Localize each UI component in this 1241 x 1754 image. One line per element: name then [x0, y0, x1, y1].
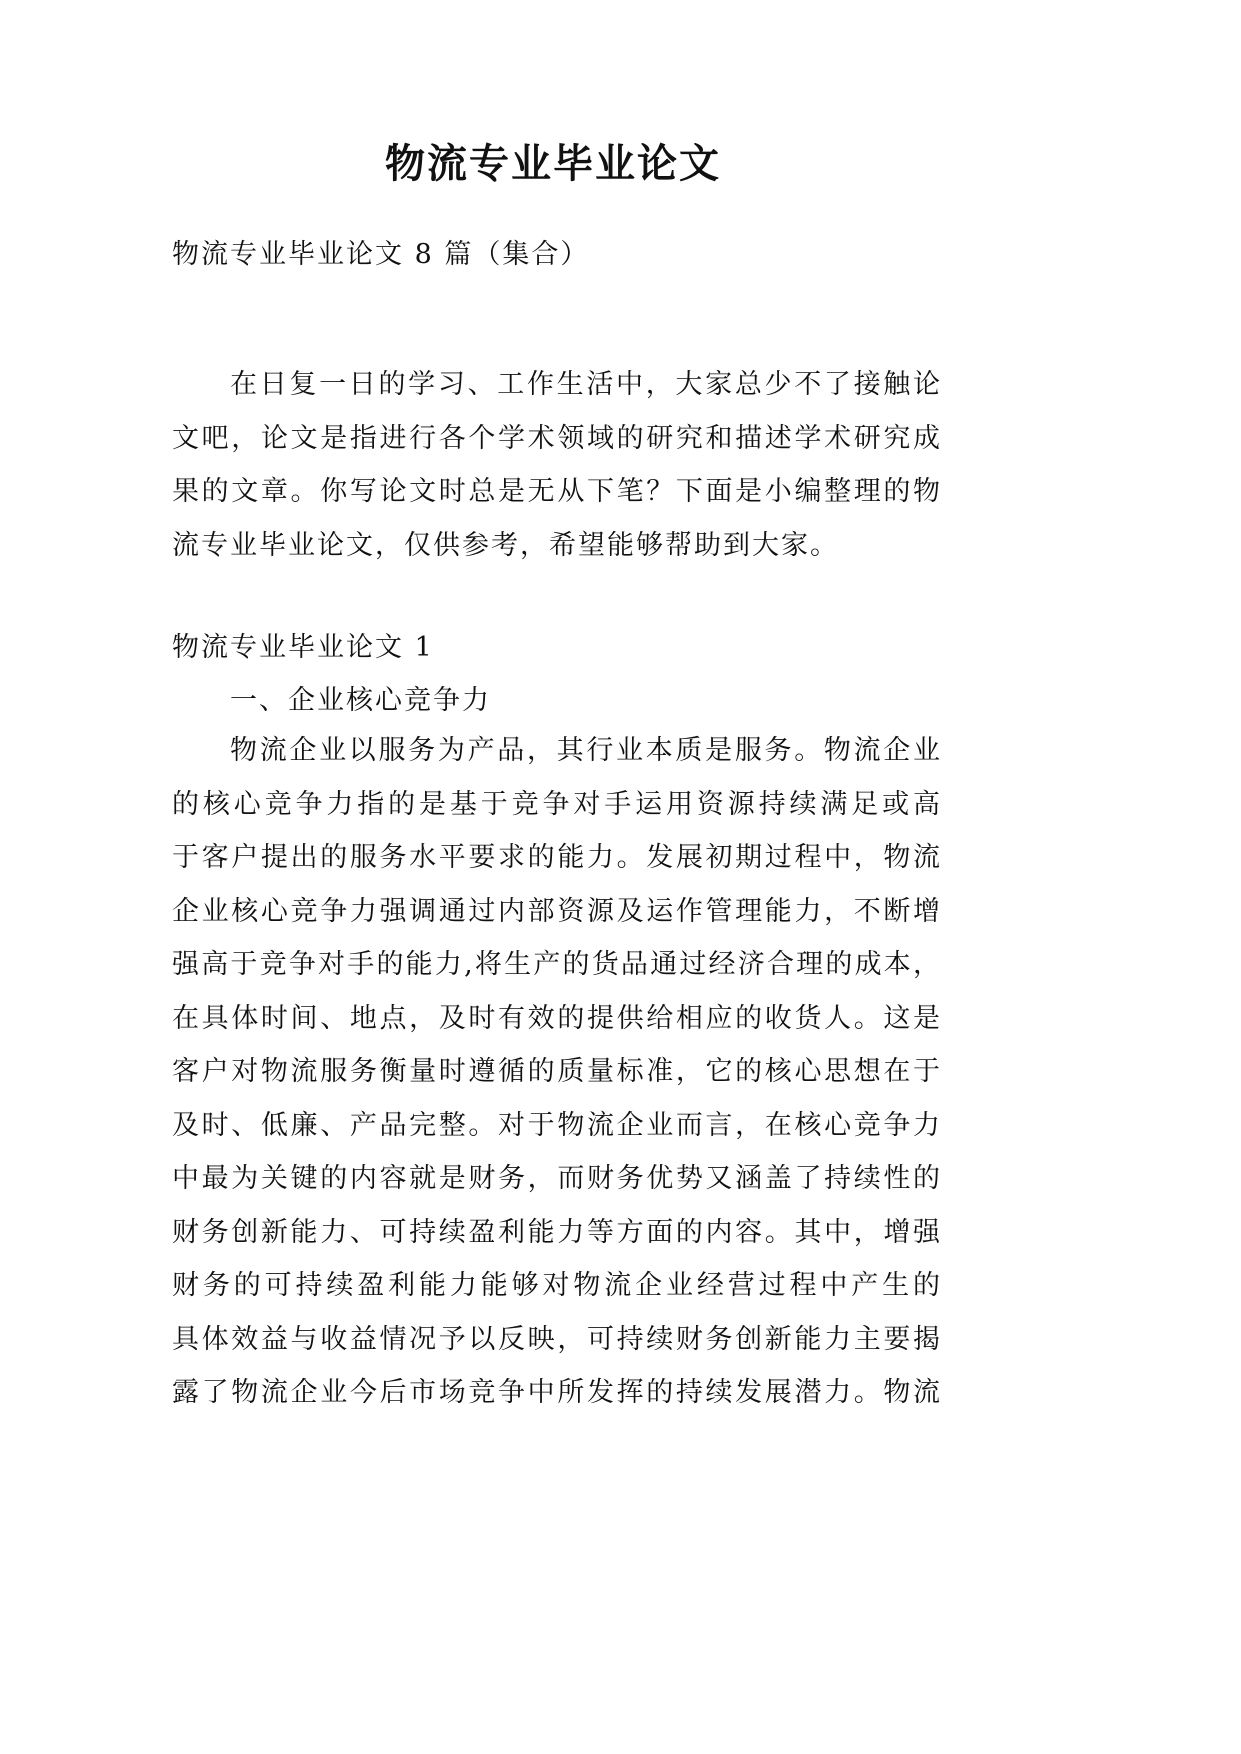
body-paragraph	[172, 724, 940, 1420]
text-line: 露了物流企业今后市场竞争中所发挥的持续发展潜力。物流	[172, 1377, 940, 1408]
text-line: 在日复一日的学习、工作生活中，大家总少不了接触论	[230, 369, 940, 400]
document-title: 物流专业毕业论文	[385, 140, 721, 187]
text-line: 在具体时间、地点，及时有效的提供给相应的收货人。这是	[172, 1002, 940, 1034]
text-line: 财务的可持续盈利能力能够对物流企业经营过程中产生的	[172, 1270, 940, 1301]
section-heading: 物流专业毕业论文 1	[172, 632, 434, 663]
text-line: 强高于竞争对手的能力,将生产的货品通过经济合理的成本，	[172, 949, 940, 980]
text-line: 物流企业以服务为产品，其行业本质是服务。物流企业	[230, 735, 940, 766]
text-line: 于客户提出的服务水平要求的能力。发展初期过程中，物流	[172, 842, 940, 873]
text-line: 客户对物流服务衡量时遵循的质量标准，它的核心思想在于	[172, 1056, 940, 1087]
text-line: 具体效益与收益情况予以反映，可持续财务创新能力主要揭	[172, 1323, 940, 1355]
text-line: 及时、低廉、产品完整。对于物流企业而言，在核心竞争力	[172, 1109, 940, 1141]
text-line: 企业核心竞争力强调通过内部资源及运作管理能力，不断增	[172, 895, 940, 927]
document-subtitle: 物流专业毕业论文 8 篇（集合）	[172, 239, 590, 270]
text-line: 中最为关键的内容就是财务，而财务优势又涵盖了持续性的	[172, 1163, 940, 1194]
subsection-heading: 一、企业核心竞争力	[230, 684, 491, 716]
text-line: 流专业毕业论文，仅供参考，希望能够帮助到大家。	[172, 529, 839, 561]
text-line: 果的文章。你写论文时总是无从下笔？下面是小编整理的物	[172, 476, 940, 507]
text-line: 文吧，论文是指进行各个学术领域的研究和描述学术研究成	[172, 422, 940, 454]
text-line: 的核心竞争力指的是基于竞争对手运用资源持续满足或高	[172, 788, 940, 820]
section-block	[172, 621, 940, 726]
text-line: 财务创新能力、可持续盈利能力等方面的内容。其中，增强	[172, 1216, 940, 1248]
subtitle-block	[172, 228, 940, 282]
intro-paragraph	[172, 358, 940, 572]
